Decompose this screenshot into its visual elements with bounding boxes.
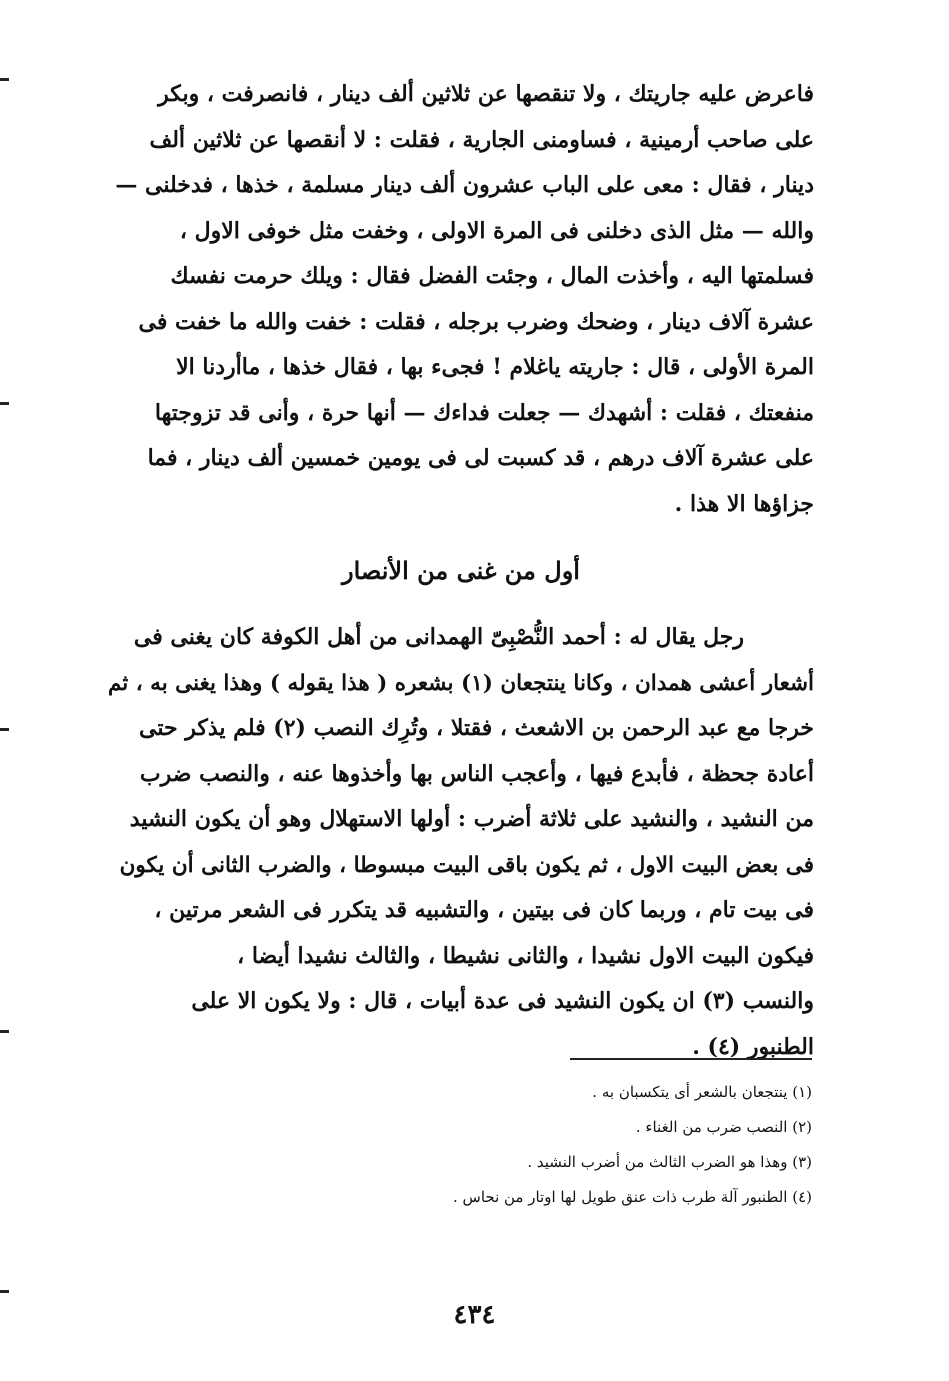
footnote: (٣) وهذا هو الضرب الثالث من أضرب النشيد . [527,1153,812,1171]
page-number: ٤٣٤ [453,1300,496,1330]
text-line: منفعتك ، فقلت : أشهدك — جعلت فداءك — أنها حرة ، وأنى قد تزوجتها [154,399,814,426]
text-line: دينار ، فقال : معى على الباب عشرون ألف دينار مسلمة ، خذها ، فدخلنى — [115,172,814,198]
text-line: من النشيد ، والنشيد على ثلاثة أضرب : أولها الاستهلال وهو أن يكون النشيد [129,806,814,832]
text-line: على عشرة آلاف درهم ، قد كسبت لى فى يومين خمسين ألف دينار ، فما [147,445,814,471]
paragraph-2 [108,615,814,1070]
paragraph-1 [108,72,814,527]
scan-edge-mark [0,78,9,81]
text-line: أشعار أعشى همدان ، وكانا ينتجعان (١) بشعره ( هذا يقوله ) وهذا يغنى به ، ثم [107,670,814,696]
footnotes [300,1075,812,1215]
footnote-divider [570,1058,812,1060]
footnote: (٤) الطنبور آلة طرب ذات عنق طويل لها اوتار من نحاس . [452,1188,812,1206]
scan-edge-mark [0,402,9,405]
text-line: والله — مثل الذى دخلنى فى المرة الاولى ، وخفت مثل خوفى الاول ، [179,217,814,244]
text-line: فى بعض البيت الاول ، ثم يكون باقى البيت مبسوطا ، والضرب الثانى أن يكون [119,852,814,878]
text-line: عشرة آلاف دينار ، وضحك وضرب برجله ، فقلت : خفت والله ما خفت فى [138,308,814,335]
text-line: فى بيت تام ، وربما كان فى بيتين ، والتشبيه قد يتكرر فى الشعر مرتين ، [154,897,814,923]
text-line: الطنبور (٤) . [692,1033,814,1060]
text-line: فيكون البيت الاول نشيدا ، والثانى نشيطا ، والثالث نشيدا أيضا ، [237,942,814,969]
text-line: خرجا مع عبد الرحمن بن الاشعث ، فقتلا ، وتُرِك النصب (٢) فلم يذكر حتى [139,715,814,741]
text-line: رجل يقال له : أحمد النُّصْبِىّ الهمدانى من أهل الكوفة كان يغنى فى [133,624,744,650]
text-line: فاعرض عليه جاريتك ، ولا تنقصها عن ثلاثين ألف دينار ، فانصرفت ، وبكر [158,81,814,107]
scan-edge-mark [0,1290,9,1293]
page-body [108,72,814,1070]
footnote: (٢) النصب ضرب من الغناء . [635,1118,812,1136]
section-heading: أول من غنى من الأنصار [342,556,580,585]
text-line: جزاؤها الا هذا . [674,490,814,517]
text-line: فسلمتها اليه ، وأخذت المال ، وجئت الفضل فقال : ويلك حرمت نفسك [170,263,814,289]
scan-edge-mark [0,1030,9,1033]
footnote: (١) ينتجعان بالشعر أى يتكسبان به . [592,1083,812,1101]
text-line: أعادة جحظة ، فأبدع فيها ، وأعجب الناس بها وأخذوها عنه ، والنصب ضرب [139,760,814,787]
text-line: المرة الأولى ، قال : جاريته ياغلام ! فجىء بها ، فقال خذها ، ماأردنا الا [176,354,814,380]
scan-edge-mark [0,728,9,731]
text-line: على صاحب أرمينية ، فساومنى الجارية ، فقلت : لا أنقصها عن ثلاثين ألف [149,126,814,153]
text-line: والنسب (٣) ان يكون النشيد فى عدة أبيات ، قال : ولا يكون الا على [191,988,814,1014]
